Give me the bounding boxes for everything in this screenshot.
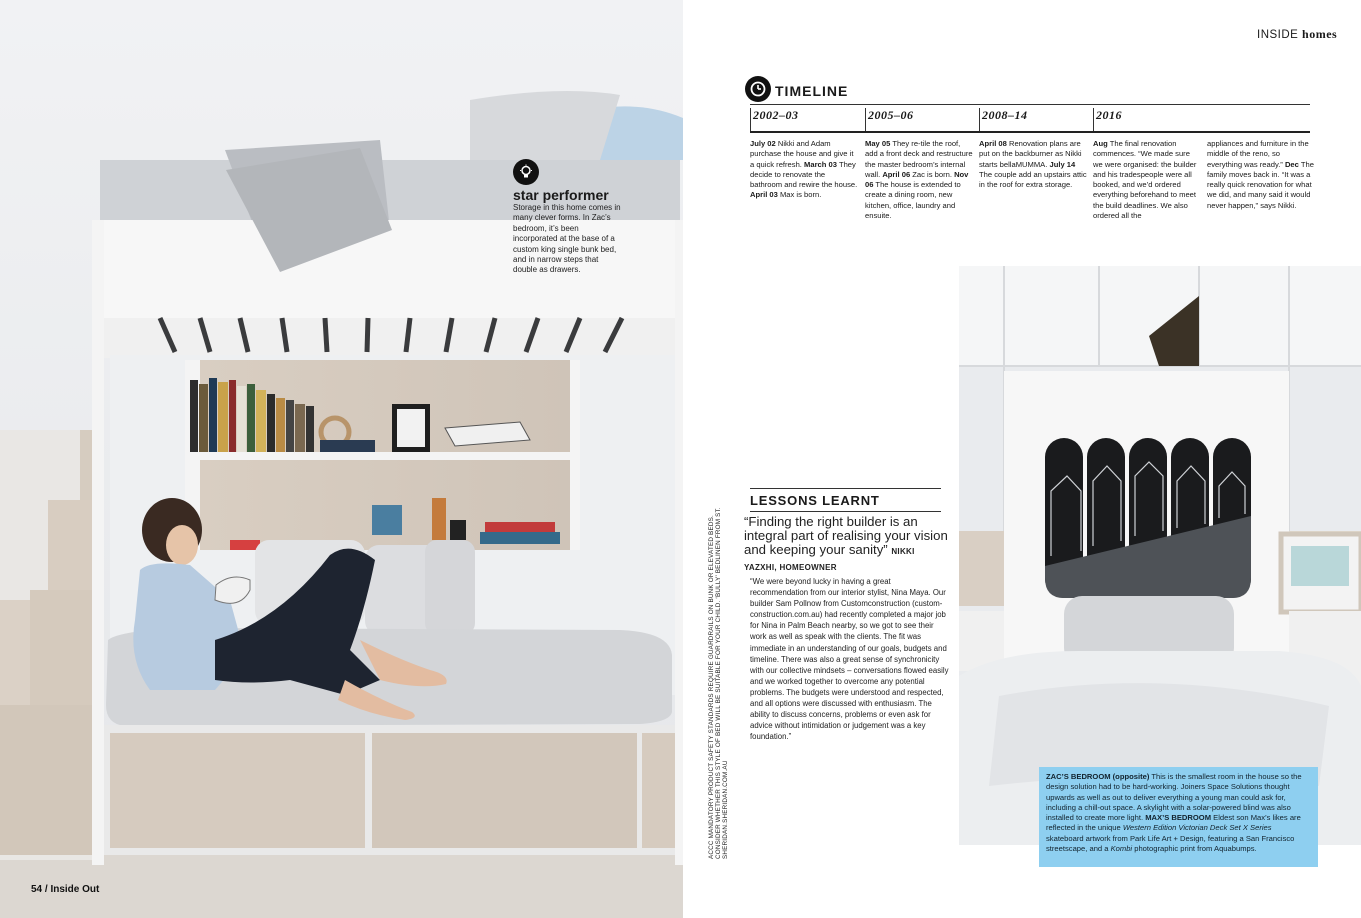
skateboard-bedroom-photo (959, 266, 1361, 845)
timeline-entry-text: Renovation plans are put on the backburner as Nikki starts bellaMUMMA. (979, 139, 1082, 169)
timeline-rule-bottom (750, 131, 1310, 133)
timeline-date: July 14 (1049, 159, 1076, 169)
timeline-date: Dec (1284, 159, 1299, 169)
timeline-date: May 05 (865, 139, 891, 148)
caption-text: Eldest son Max’s likes are reflected in the unique (1046, 813, 1301, 833)
timeline-entry-text: The house is extended to create a dining room, new kitchen, office, laundry and ensuite. (865, 180, 961, 221)
timeline-tick (865, 108, 866, 133)
timeline-tick (1093, 108, 1094, 133)
lessons-title: LESSONS LEARNT (750, 493, 880, 508)
timeline-entry-text: They re-tile the roof, add a front deck and restructure the master bedroom’s internal wall. (865, 139, 973, 179)
timeline-column (865, 139, 973, 221)
lessons-rule (750, 511, 941, 512)
timeline-entry-text: Max is born. (777, 190, 822, 200)
section-header-light: INSIDE (1257, 29, 1299, 41)
callout-title: star performer (513, 187, 609, 203)
timeline-year: 2016 (1096, 108, 1122, 122)
lessons-rule-top (750, 488, 941, 489)
caption-artwork-title: Western Edition Victorian Deck Set X Series (1122, 823, 1272, 833)
quote-attribution: NIKKI YAZXHI, HOMEOWNER (744, 547, 915, 572)
caption-text: skateboard artwork from Park Life Art + Design, featuring a San Francisco streetscape, and a (1046, 833, 1295, 854)
timeline-entry-text: The final renovation commences. “We made sure we were organised: the builder and his tradespeople were all booked, and we’d ordered everything beforehand to meet the build deadlines. We also ordered all the (1093, 139, 1197, 221)
timeline-year: 2005–06 (868, 108, 914, 122)
timeline-date: March 03 (804, 159, 837, 169)
timeline-entry-text: appliances and furniture in the middle of the reno, so everything was ready.” (1207, 139, 1309, 169)
caption-print-title: Kombi (1110, 844, 1133, 854)
timeline-date: April 03 (750, 190, 778, 200)
safety-note (708, 494, 729, 859)
safety-note-text: ACCC MANDATORY PRODUCT SAFETY STANDARDS REQUIRE GUARDRAILS ON BUNK OR ELEVATED BEDS. CONSIDER WHETHER THIS STYLE OF BED WILL BE SUITABLE FOR YOUR CHILD. ‘BULLY’ BEDLINEN FROM ST. SHERIDAN.SHERIDAN.COM.AU (708, 507, 729, 859)
timeline-entry-text: Nikki and Adam purchase the house and give it a quick refresh. (750, 139, 854, 169)
timeline-column (1093, 139, 1201, 221)
timeline-date: Aug (1093, 139, 1108, 148)
quote-text: “Finding the right builder is an integral part of realising your vision and keeping your sanity” (744, 514, 948, 557)
timeline-date: April 08 (979, 139, 1007, 148)
caption-text: This is the smallest room in the house so the design solution had to be hard-working. Joiners Space Solutions thought upwards as well as out to deliver everything a young man could ask for, including a chill-out space. A skylight with a solar-powered blind was also installed to create more light. (1046, 772, 1302, 823)
timeline-entry-text: They decide to renovate the bathroom and rewire the house. (750, 159, 858, 190)
caption-heading-zac: ZAC’S BEDROOM (opposite) (1046, 772, 1150, 781)
timeline-year: 2002–03 (753, 108, 799, 122)
timeline-tick (750, 108, 751, 133)
timeline-tick (979, 108, 980, 133)
caption-text: photographic print from Aquabumps. (1132, 844, 1257, 854)
timeline-column (979, 139, 1087, 190)
section-header-bold: homes (1302, 27, 1338, 41)
timeline-rule-top (750, 104, 1310, 105)
timeline-entry-text: Zac is born. (910, 169, 955, 179)
lessons-pull-quote (744, 515, 949, 575)
photo-caption (1039, 767, 1318, 867)
callout-body: Storage in this home comes in many clever forms. In Zac’s bedroom, it’s been incorporated at the base of a custom king single bunk bed, and in narrow steps that double as drawers. (513, 203, 621, 275)
lightbulb-icon (513, 159, 539, 185)
caption-heading-max: MAX’S BEDROOM (1145, 813, 1212, 823)
timeline-column (750, 139, 858, 201)
timeline-entry-text: The couple add an upstairs attic in the roof for extra storage. (979, 169, 1087, 190)
timeline-date: April 06 (882, 169, 911, 179)
lessons-body: “We were beyond lucky in having a great recommendation from our interior stylist, Nina Maya. Our builder Sam Pollnow from Customconstruction (custom-construction.com.au) had recently completed a major job for Nina in Palm Beach nearby, so we got to see their work as well as speak with the clients. The fit was immediate in an understanding of our goals, budgets and timeline. There was also a great sense of synchronicity with our collective mindsets – conversations flowed easily and we worked together to overcome any potential problems. The budgets were understood and respected, and all options were discussed with enthusiasm. The ability to discuss concerns, problems or even ask for advice without intimidation or judgement was a key foundation.” (750, 577, 949, 742)
clock-icon (745, 76, 771, 102)
timeline-date: Nov 06 (865, 169, 969, 190)
timeline-entry-text: The family moves back in. “It was a really quick renovation for what we did, and many said it would never happen,” says Nikki. (1207, 159, 1314, 210)
timeline-title: TIMELINE (775, 83, 849, 99)
timeline-date: July 02 (750, 139, 776, 148)
page-folio: 54 / Inside Out (31, 884, 100, 895)
timeline-column (1207, 139, 1315, 211)
section-header (1257, 27, 1337, 42)
timeline-year: 2008–14 (982, 108, 1028, 122)
